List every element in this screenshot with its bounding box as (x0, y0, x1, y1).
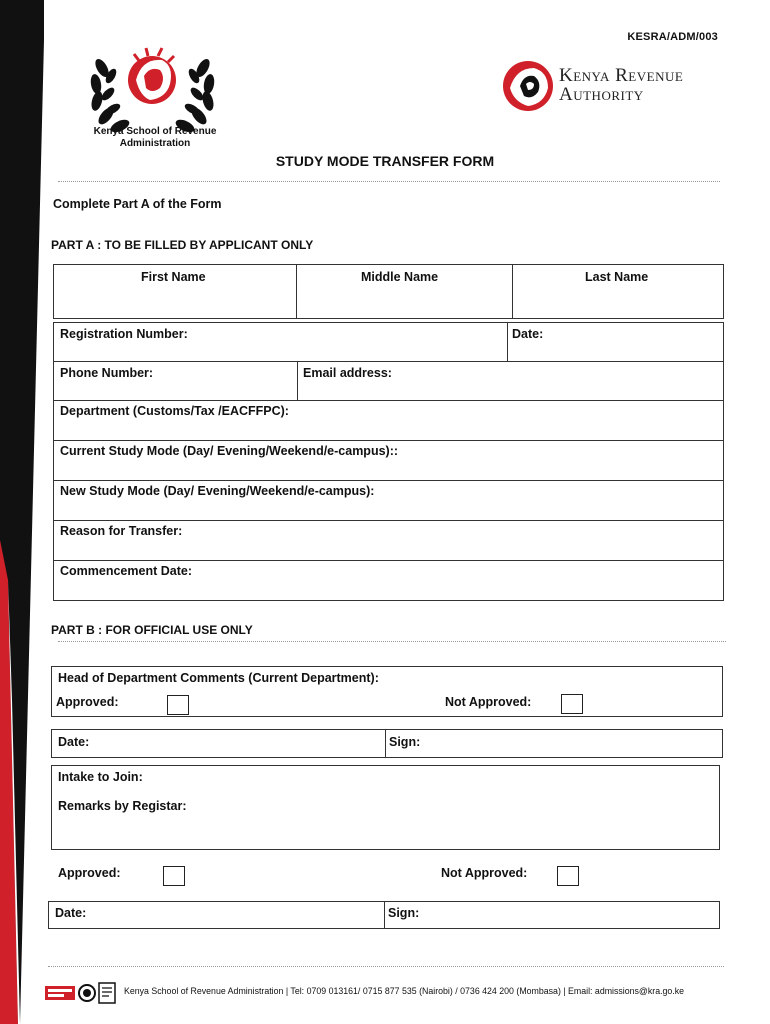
footer-contact-text: Kenya School of Revenue Administration | Tel: 0709 013161/ 0715 877 535 (Nairobi) / 0736 424 200 (Mombasa) | Email: admissions@kra.go.ke (124, 986, 685, 996)
commencement-date-field[interactable]: Commencement Date: (60, 564, 192, 578)
hod-date-sign-box (51, 729, 723, 758)
hod-comments-label: Head of Department Comments (Current Department): (58, 671, 379, 685)
registrar-remarks-field[interactable]: Remarks by Registar: (58, 799, 187, 813)
table-divider (53, 560, 724, 561)
date-sign-divider (385, 729, 386, 758)
date-sign-divider (384, 901, 385, 929)
phone-number-field[interactable]: Phone Number: (60, 366, 154, 380)
registration-number-field[interactable]: Registration Number: (60, 327, 188, 341)
registrar-not-approved-label: Not Approved: (441, 866, 528, 880)
kra-name (559, 66, 683, 104)
hod-not-approved-checkbox[interactable] (561, 694, 583, 714)
hod-approved-label: Approved: (56, 695, 119, 709)
name-divider (296, 264, 297, 319)
form-title: STUDY MODE TRANSFER FORM (275, 153, 495, 169)
ksra-caption (70, 126, 240, 150)
reason-for-transfer-field[interactable]: Reason for Transfer: (60, 524, 183, 538)
intake-to-join-field[interactable]: Intake to Join: (58, 770, 143, 784)
middle-name-field[interactable] (298, 288, 511, 318)
title-divider (58, 181, 720, 182)
side-decorative-strip (0, 0, 50, 1024)
current-study-mode-field[interactable]: Current Study Mode (Day/ Evening/Weekend/e-campus):: (60, 444, 399, 458)
registrar-approved-checkbox[interactable] (163, 866, 185, 886)
new-study-mode-field[interactable]: New Study Mode (Day/ Evening/Weekend/e-campus): (60, 484, 375, 498)
hod-not-approved-label: Not Approved: (445, 695, 532, 709)
footer-divider (48, 966, 724, 967)
registrar-not-approved-checkbox[interactable] (557, 866, 579, 886)
hod-sign-field[interactable]: Sign: (389, 735, 421, 749)
footer-certification-logos (45, 980, 117, 1006)
table-divider (53, 440, 724, 441)
document-reference: KESRA/ADM/003 (627, 31, 718, 43)
table-divider (53, 361, 724, 362)
last-name-label: Last Name (585, 270, 649, 284)
registrar-date-field[interactable]: Date: (55, 906, 87, 920)
date-field[interactable]: Date: (512, 327, 544, 341)
part-a-heading: PART A : TO BE FILLED BY APPLICANT ONLY (51, 238, 314, 252)
hod-date-field[interactable]: Date: (58, 735, 90, 749)
first-name-field[interactable] (55, 288, 295, 318)
table-divider (53, 480, 724, 481)
registrar-approved-label: Approved: (58, 866, 121, 880)
middle-name-label: Middle Name (361, 270, 439, 284)
table-divider (53, 400, 724, 401)
part-b-divider (58, 641, 726, 642)
instruction-text: Complete Part A of the Form (53, 197, 222, 211)
hod-approved-checkbox[interactable] (167, 695, 189, 715)
table-divider (297, 361, 298, 400)
kra-name-line1: Kenya Revenue (559, 65, 684, 86)
kra-name-line2: Authority (559, 84, 644, 105)
last-name-field[interactable] (514, 288, 722, 318)
ksra-caption-line2: Administration (119, 138, 191, 149)
table-divider (53, 520, 724, 521)
name-divider (512, 264, 513, 319)
ksra-caption-line1: Kenya School of Revenue (93, 126, 217, 137)
table-divider (507, 322, 508, 361)
part-b-heading: PART B : FOR OFFICIAL USE ONLY (51, 623, 253, 637)
registrar-sign-field[interactable]: Sign: (388, 906, 420, 920)
email-address-field[interactable]: Email address: (303, 366, 392, 380)
first-name-label: First Name (141, 270, 206, 284)
department-field[interactable]: Department (Customs/Tax /EACFFPC): (60, 404, 289, 418)
